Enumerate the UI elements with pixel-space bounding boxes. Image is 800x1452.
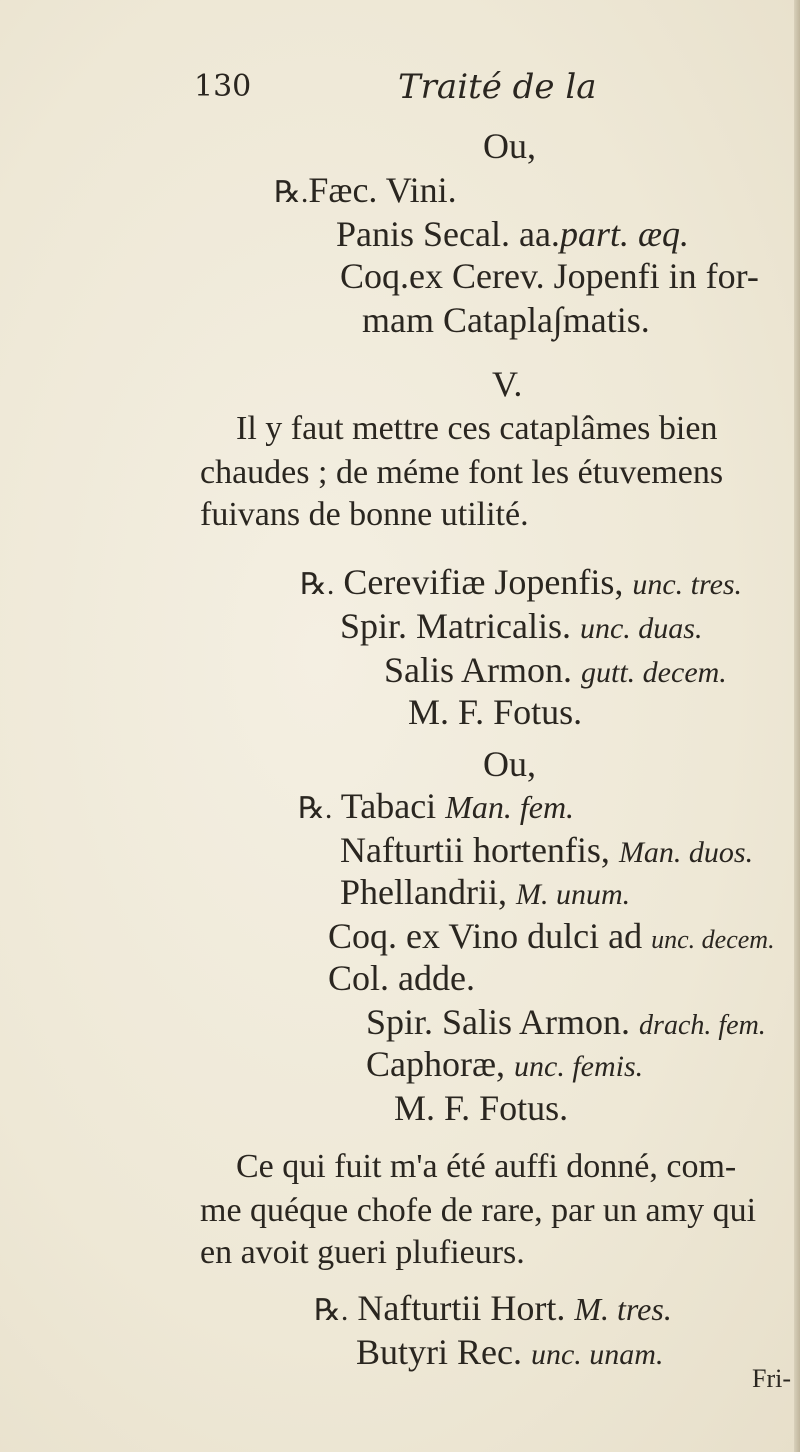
- paragraph-line: chaudes ; de méme font les étuvemens: [200, 454, 724, 491]
- recipe-line: ℞. Cerevifiæ Jopenfis, unc. tres.: [300, 562, 743, 602]
- recipe-line: Col. adde.: [328, 958, 475, 998]
- recipe-symbol: ℞.: [274, 176, 309, 209]
- recipe-line: ℞.Fæc. Vini.: [274, 170, 457, 210]
- recipe-line: Salis Armon. gutt. decem.: [384, 650, 727, 690]
- recipe-symbol: ℞.: [298, 792, 333, 825]
- paragraph-line: en avoit gueri plufieurs.: [200, 1234, 525, 1271]
- running-title: Traité de la: [398, 67, 597, 107]
- page-number: 130: [194, 69, 252, 104]
- recipe-symbol: ℞.: [314, 1294, 349, 1327]
- recipe-line: M. F. Fotus.: [394, 1088, 569, 1128]
- recipe-line: Panis Secal. aa.part. æq.: [336, 214, 689, 254]
- recipe-symbol: ℞.: [300, 568, 335, 601]
- paragraph-line: Ce qui fuit m'a été auffi donné, com-: [236, 1148, 737, 1185]
- paragraph-line: Il y faut mettre ces cataplâmes bien: [236, 410, 718, 447]
- section-heading: V.: [492, 364, 523, 404]
- recipe-line: Coq. ex Vino dulci ad unc. decem.: [328, 916, 775, 956]
- section-heading: Ou,: [483, 744, 536, 784]
- recipe-line: mam Catapla∫matis.: [362, 300, 650, 340]
- section-heading: Ou,: [483, 126, 536, 166]
- recipe-line: ℞. Nafturtii Hort. M. tres.: [314, 1288, 672, 1328]
- recipe-line: Caphoræ, unc. femis.: [366, 1044, 644, 1084]
- page-edge: [794, 0, 800, 1452]
- recipe-line: Spir. Matricalis. unc. duas.: [340, 606, 703, 646]
- paragraph-line: fuivans de bonne utilité.: [200, 496, 529, 533]
- recipe-line: Phellandrii, M. unum.: [340, 872, 631, 912]
- recipe-line: M. F. Fotus.: [408, 692, 583, 732]
- recipe-line: Coq.ex Cerev. Jopenfi in for-: [340, 256, 759, 296]
- recipe-line: Nafturtii hortenfis, Man. duos.: [340, 830, 754, 870]
- recipe-line: Butyri Rec. unc. unam.: [356, 1332, 664, 1372]
- recipe-line: ℞. Tabaci Man. fem.: [298, 786, 575, 826]
- catchword: Fri-: [752, 1364, 791, 1393]
- paragraph-line: me quéque chofe de rare, par un amy qui: [200, 1192, 757, 1229]
- recipe-line: Spir. Salis Armon. drach. fem.: [366, 1002, 766, 1042]
